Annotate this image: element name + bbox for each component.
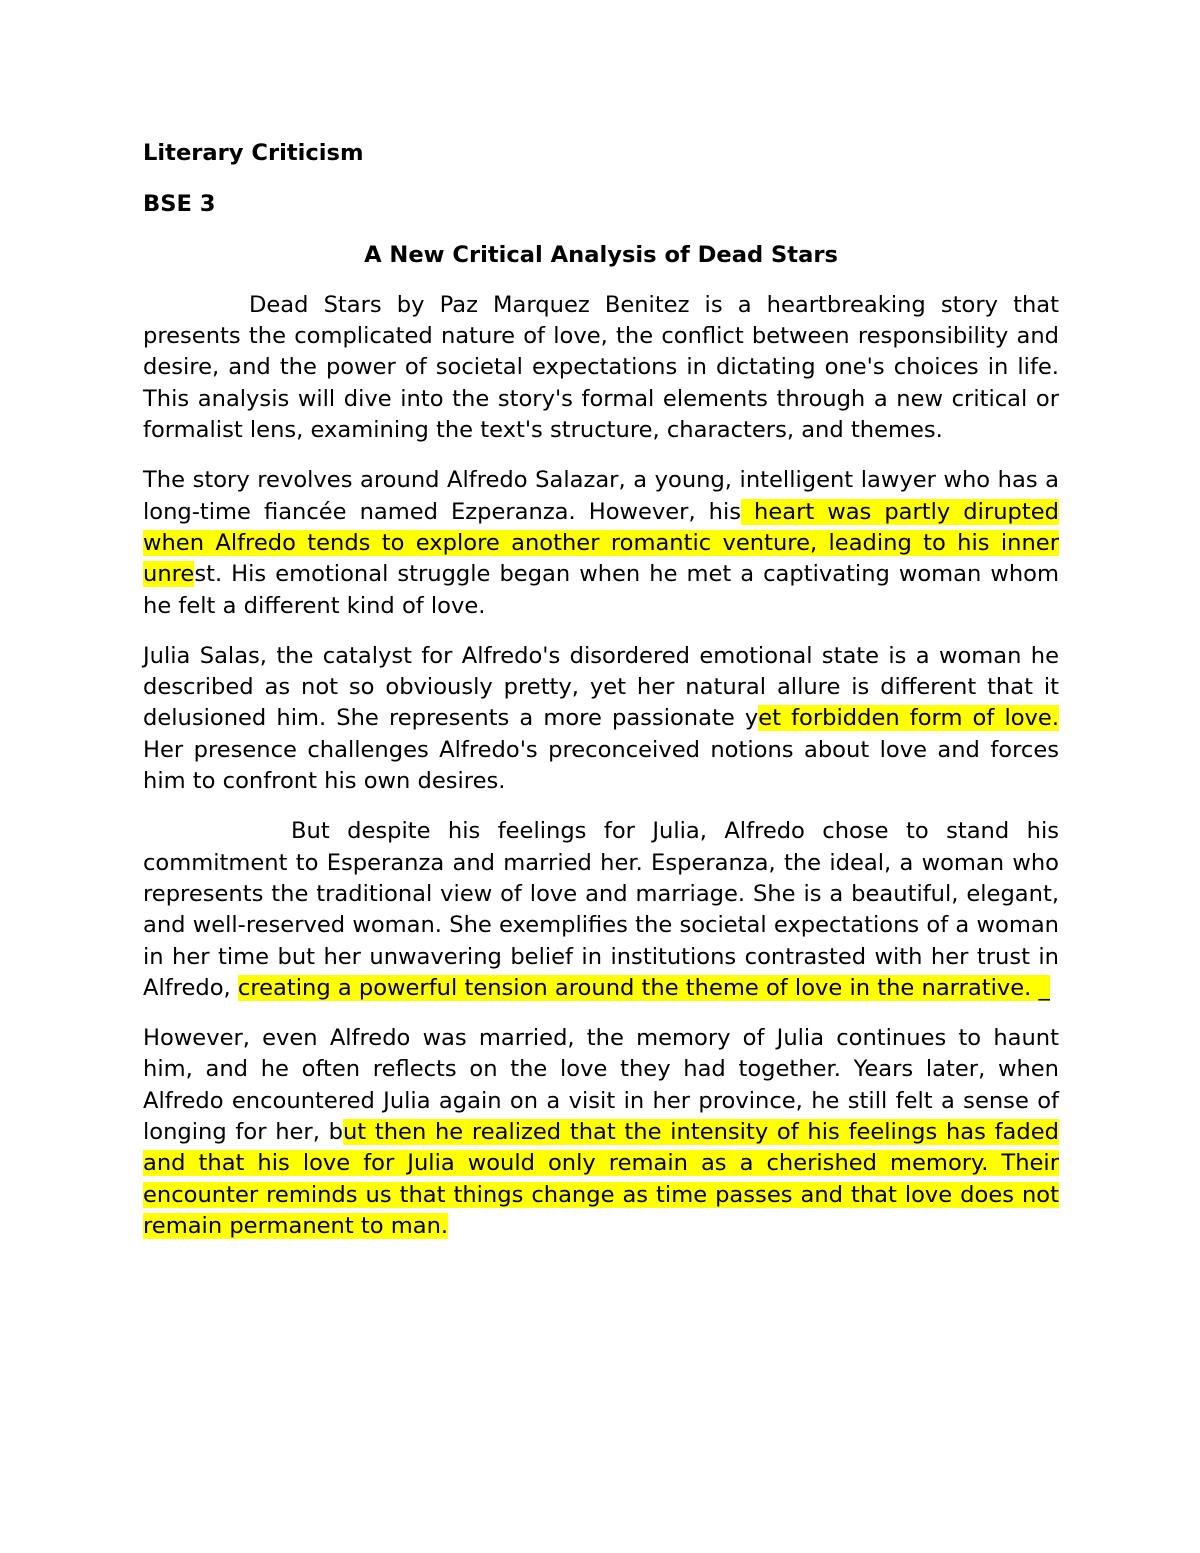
course-heading: Literary Criticism	[143, 140, 364, 166]
paragraph-text: But despite his feelings for Julia, Alfredo chose to stand his commitment to Esperanza and married her. Esperanza, the ideal, a woman who represents the traditional view of love and marriage. She is a beautiful, elegant, and well-reserved woman. She exemplifies the societal expectations of a woman in her time but her unwavering belief in institutions contrasted with her trust in Alfredo,	[143, 818, 1059, 1001]
highlighted-text: creating a powerful tension around the theme of love in the narrative. _	[237, 974, 1050, 1001]
highlighted-text: et forbidden form of love.	[758, 705, 1059, 732]
paragraph-alfredo	[143, 465, 1059, 621]
paragraph-text: Dead Stars by Paz Marquez Benitez is a heartbreaking story that presents the complicated nature of love, the conflict between responsibility and desire, and the power of societal expectations in dictating one's choices in life. This analysis will dive into the story's formal elements through a new critical or formalist lens, examining the text's structure, characters, and themes.	[143, 291, 1059, 444]
paragraph-text: However, even Alfredo was married, the memory of Julia continues to haunt him, and he often reflects on the love they had together. Years later, when Alfredo encountered Julia again on a visit in her province, he still felt a sense of longing for her, b	[143, 1025, 1059, 1146]
highlighted-text: heart was partly dirupted when Alfredo tends to explore another romantic venture, leading to his inner unre	[143, 498, 1059, 588]
paragraph-text: The story revolves around Alfredo Salazar, a young, intelligent lawyer who has a long-time fiancée named Ezperanza. However, his	[143, 467, 1059, 525]
paragraph-julia	[143, 641, 1059, 797]
paragraph-intro	[143, 290, 1059, 446]
highlighted-text: ut then he realized that the intensity of his feelings has faded and that his love for Julia would only remain as a cherished memory. Their encounter reminds us that things change as time passes and that love does not remain permanent to man.	[143, 1119, 1059, 1239]
paragraph-text: Julia Salas, the catalyst for Alfredo's disordered emotional state is a woman he described as not so obviously pretty, yet her natural allure is different that it delusioned him. She represents a more passionate y	[143, 642, 1059, 732]
paragraph-text: st. His emotional struggle began when he met a captivating woman whom he felt a different kind of love.	[143, 561, 1059, 619]
document-title: A New Critical Analysis of Dead Stars	[364, 241, 838, 268]
paragraph-conclusion	[143, 1023, 1059, 1242]
paragraph-esperanza	[143, 816, 1059, 1004]
section-heading: BSE 3	[143, 191, 216, 218]
document-page	[143, 138, 1059, 1242]
paragraph-text: Her presence challenges Alfredo's preconceived notions about love and forces him to confront his own desires.	[143, 736, 1059, 795]
